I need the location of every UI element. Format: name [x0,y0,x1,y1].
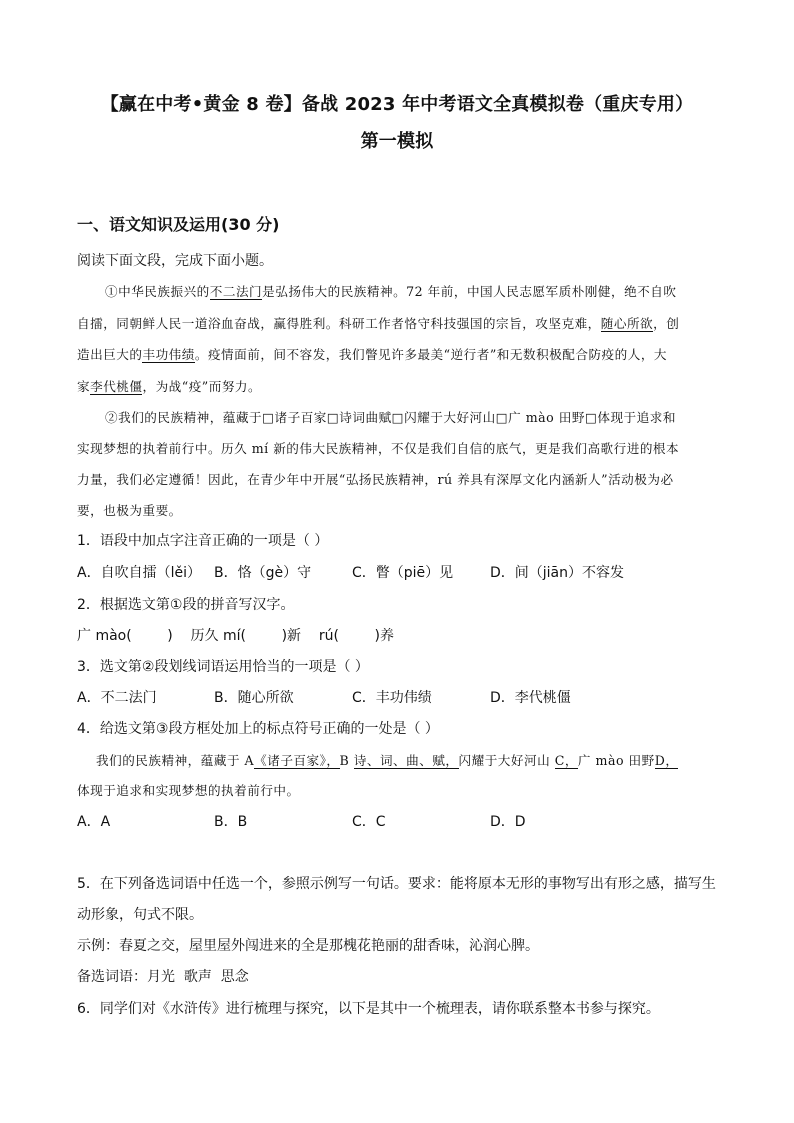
passage-p2-line4: 要，也极为重要。 [77,503,182,518]
question-6-stem: 6．同学们对《水浒传》进行梳理与探究，以下是其中一个梳理表，请你联系整本书参与探究。 [77,1001,660,1017]
question-4-stem: 4．给选文第③段方框处加上的标点符号正确的一处是（ ） [77,721,439,737]
q3-option-c[interactable]: C．丰功伟绩 [352,690,432,706]
q4-underline-d: D， [654,753,679,768]
question-5-stem-line1: 5．在下列备选词语中任选一个，参照示例写一句话。要求：能将原本无形的事物写出有形之感，描写生 [77,876,716,892]
question-5-stem-line2: 动形象，句式不限。 [77,907,203,923]
q3-option-a[interactable]: A．不二法门 [77,690,157,706]
passage-p1-line3: 造出巨大的丰功伟绩。疫情面前，间不容发，我们瞥见许多最美“逆行者”和无数积极配合防疫的人，大 [77,347,668,362]
passage-p2-line1: ②我们的民族精神，蕴藏于□诸子百家□诗词曲赋□闪耀于大好河山□广 mào 田野□体现于追求和 [105,410,676,425]
question-2-stem: 2．根据选文第①段的拼音写汉字。 [77,597,295,613]
question-1-stem: 1．语段中加点字注音正确的一项是（ ） [77,533,329,549]
question-5-word-choices: 备选词语：月光 歌声 思念 [77,969,249,985]
q4-option-c[interactable]: C．C [352,814,386,830]
q1-option-a[interactable]: A．自吹自擂（lěi） [77,565,201,581]
q4-option-d[interactable]: D．D [490,814,526,830]
q4-sentence-line2: 体现于追求和实现梦想的执着前行中。 [77,783,300,798]
underlined-phrase-2: 随心所欲 [600,316,654,331]
q4-sentence-line1: 我们的民族精神，蕴藏于 A《诸子百家》，B 诗、词、曲、赋，闪耀于大好河山 C，广 mào 田野D， [96,753,679,768]
underlined-phrase-4: 李代桃僵 [90,379,143,394]
page-subtitle: 第一模拟 [360,131,434,152]
passage-p1-line2: 自擂，同朝鲜人民一道浴血奋战，赢得胜利。科研工作者恪守科技强国的宗旨，攻坚克难，随心所欲，创 [77,316,680,331]
passage-p2-line3: 力量，我们必定遵循！因此，在青少年中开展“弘扬民族精神，rú 养具有深厚文化内涵新人”活动极为必 [77,472,674,487]
question-2-blanks: 广 mào( ) 历久 mí( )新 rú( )养 [77,628,395,644]
passage-p2-line2: 实现梦想的执着前行中。历久 mí 新的伟大民族精神，不仅是我们自信的底气，更是我们高歌行进的根本 [77,441,680,456]
passage-p1-line1: ①中华民族振兴的不二法门是弘扬伟大的民族精神。72 年前，中国人民志愿军质朴刚健，绝不自吹 [105,284,677,299]
q4-underline-b: 诗、词、曲、赋， [353,753,459,768]
underlined-phrase-3: 丰功伟绩 [142,347,195,362]
passage-p1-line4: 家李代桃僵，为战“疫”而努力。 [77,379,262,394]
q4-underline-a: 《诸子百家》， [254,753,340,768]
question-3-stem: 3．选文第②段划线词语运用恰当的一项是（ ） [77,659,369,675]
underlined-phrase-1: 不二法门 [209,284,263,299]
section-heading: 一、语文知识及运用(30 分) [77,215,280,234]
question-5-example: 示例：春夏之交，屋里屋外闯进来的全是那槐花艳丽的甜香味，沁润心脾。 [77,938,539,954]
section-intro: 阅读下面文段，完成下面小题。 [77,253,273,269]
q4-option-a[interactable]: A．A [77,814,111,830]
q1-option-d[interactable]: D．间（jiān）不容发 [490,565,625,581]
page-title: 【赢在中考•黄金 8 卷】备战 2023 年中考语文全真模拟卷（重庆专用） [100,94,694,115]
q3-option-d[interactable]: D．李代桃僵 [490,690,571,706]
q1-option-b[interactable]: B．恪（gè）守 [214,565,312,581]
q4-option-b[interactable]: B．B [214,814,248,830]
q3-option-b[interactable]: B．随心所欲 [214,690,294,706]
q1-option-c[interactable]: C．瞥（piē）见 [352,565,454,581]
q4-underline-c: C， [554,753,578,768]
